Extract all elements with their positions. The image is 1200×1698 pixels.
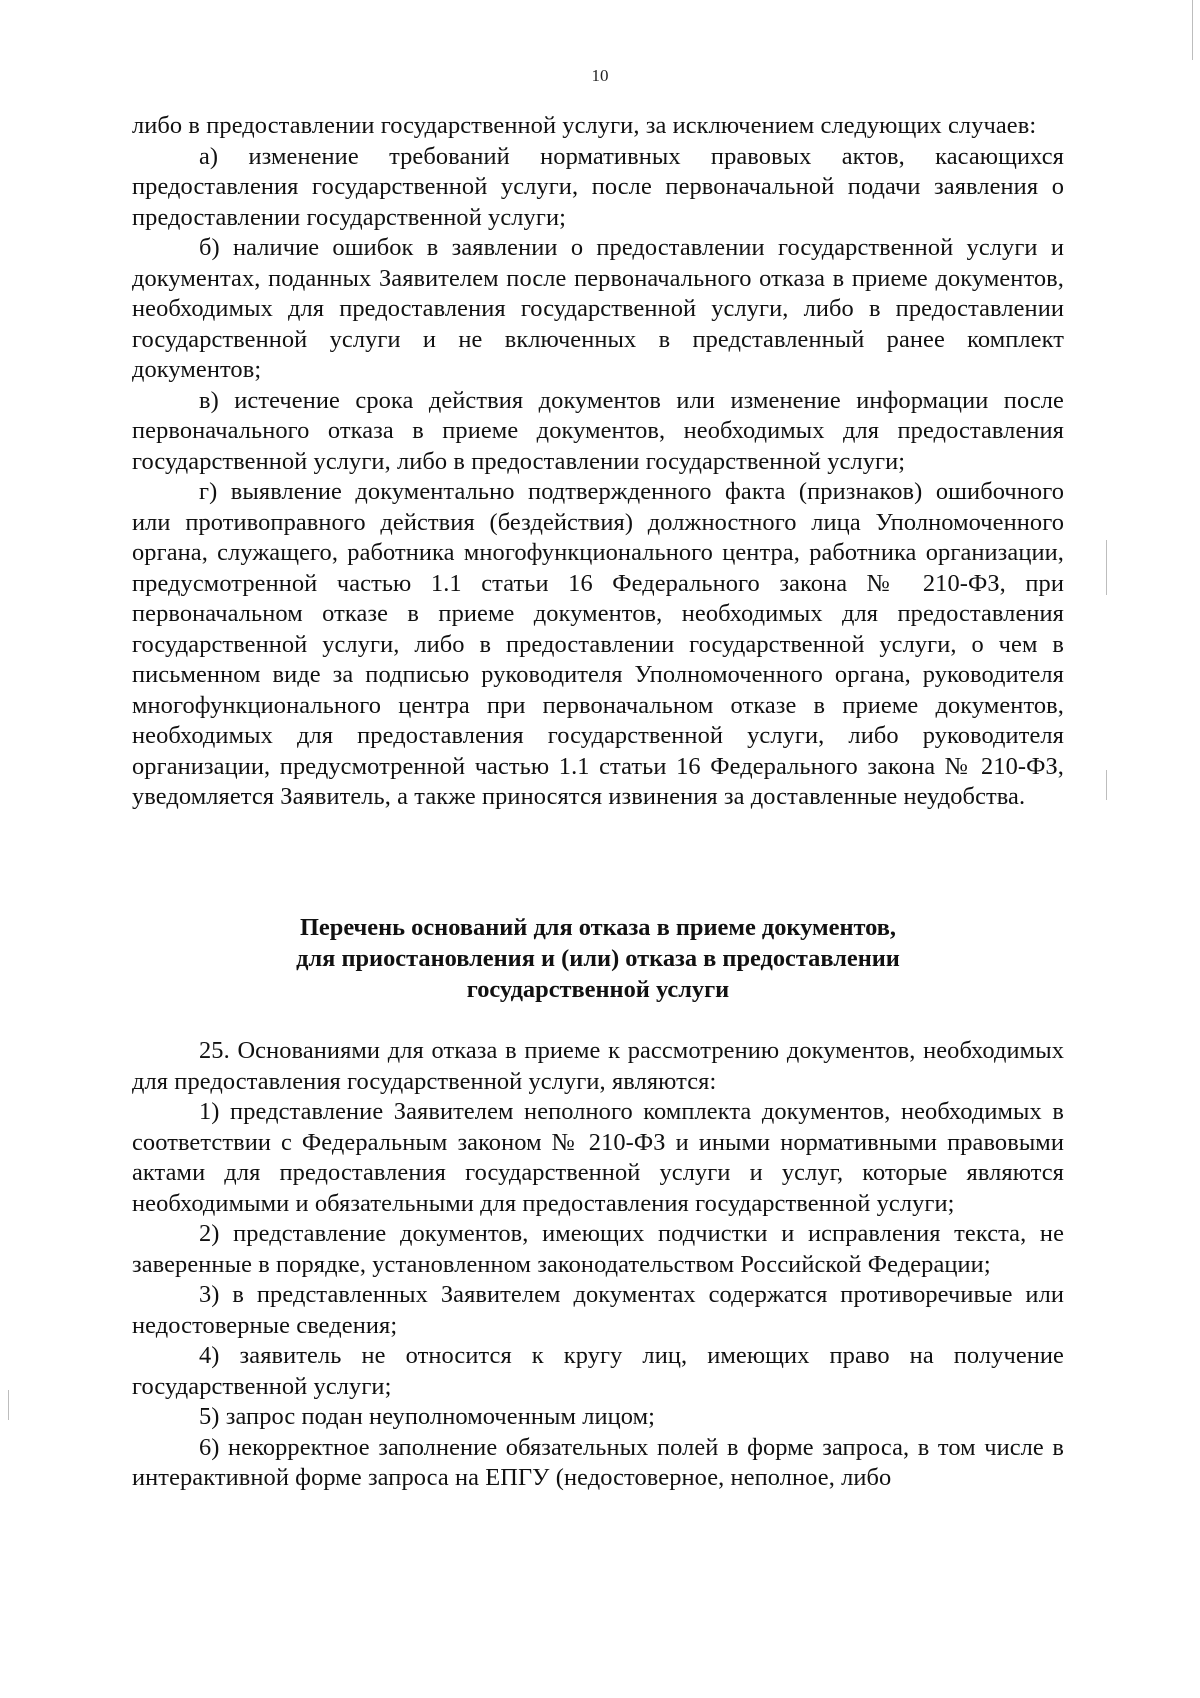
ground-item-3: 3) в представленных Заявителем документах содержатся противоречивые или недостоверные сведения; [132, 1281, 1064, 1339]
ground-item-4: 4) заявитель не относится к кругу лиц, имеющих право на получение государственной услуги; [132, 1342, 1064, 1400]
scan-edge-mark [1106, 770, 1107, 800]
section-heading-line-3: государственной услуги [466, 976, 730, 1003]
list-item-b: б) наличие ошибок в заявлении о предоставлении государственной услуги и документах, поданных Заявителем после первоначального отказа в приеме документов, необходимых для предоставления государственной услуги, либо в предоставлении государственной услуги и не включенных в представленный ранее комплект документов; [132, 234, 1064, 383]
section-heading [132, 912, 1064, 1005]
scan-edge-mark [1106, 540, 1107, 595]
scan-edge-mark [1192, 0, 1193, 60]
clause-25: 25. Основаниями для отказа в приеме к рассмотрению документов, необходимых для предоставления государственной услуги, являются: [132, 1037, 1064, 1095]
section-heading-line-2: для приостановления и (или) отказа в предоставлении [296, 945, 900, 972]
ground-item-6: 6) некорректное заполнение обязательных полей в форме запроса, в том числе в интерактивной форме запроса на ЕПГУ (недостоверное, неполное, либо [132, 1433, 1064, 1491]
text-block-bottom [132, 1036, 1064, 1494]
page-number: 10 [591, 66, 609, 85]
text-block-top [132, 111, 1064, 813]
list-item-v: в) истечение срока действия документов или изменение информации после первоначального отказа в приеме документов, необходимых для предоставления государственной услуги, либо в предоставлении государственной услуги; [132, 386, 1064, 475]
ground-item-5: 5) запрос подан неуполномоченным лицом; [199, 1403, 656, 1430]
section-heading-line-1: Перечень оснований для отказа в приеме документов, [299, 914, 897, 941]
list-item-a: а) изменение требований нормативных правовых актов, касающихся предоставления государственной услуги, после первоначальной подачи заявления о предоставлении государственной услуги; [132, 142, 1064, 231]
ground-item-1: 1) представление Заявителем неполного комплекта документов, необходимых в соответствии с Федеральным законом № 210-ФЗ и иными нормативными правовыми актами для предоставления государственной услуги и услуг, которые являются необходимыми и обязательными для предоставления государственной услуги; [132, 1098, 1064, 1217]
ground-item-2: 2) представление документов, имеющих подчистки и исправления текста, не заверенные в порядке, установленном законодательством Российской Федерации; [132, 1220, 1064, 1278]
scan-edge-mark [8, 1390, 9, 1420]
intro-fragment: либо в предоставлении государственной услуги, за исключением следующих случаев: [132, 112, 1037, 139]
list-item-g: г) выявление документально подтвержденного факта (признаков) ошибочного или противоправного действия (бездействия) должностного лица Уполномоченного органа, служащего, работника многофункционального центра, работника организации, предусмотренной частью 1.1 статьи 16 Федерального закона № 210-ФЗ, при первоначальном отказе в приеме документов, необходимых для предоставления государственной услуги, либо в предоставлении государственной услуги, о чем в письменном виде за подписью руководителя Уполномоченного органа, руководителя многофункционального центра при первоначальном отказе в приеме документов, необходимых для предоставления государственной услуги, либо руководителя организации, предусмотренной частью 1.1 статьи 16 Федерального закона № 210-ФЗ, уведомляется Заявитель, а также приносятся извинения за доставленные неудобства. [132, 478, 1064, 810]
